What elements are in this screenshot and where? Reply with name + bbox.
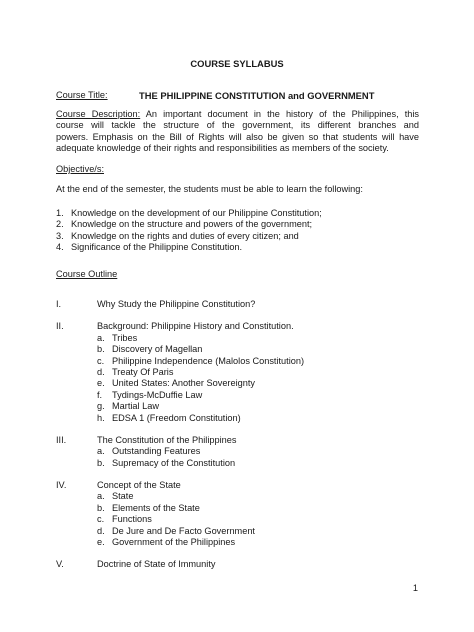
outline-subitem-letter: a. [97,446,105,457]
description-line-3: powers. Emphasis on the Bill of Rights will also be given so that students will have [56,131,419,142]
outline-subitem [56,491,304,502]
outline-section-title: Doctrine of State of Immunity [97,559,216,570]
outline-subitem-text: State [112,491,134,502]
outline-section-heading [56,435,304,446]
outline-section-title: The Constitution of the Philippines [97,434,237,445]
outline-subitem-letter: e. [97,378,105,389]
outline-subitem-text: De Jure and De Facto Government [112,525,255,536]
objective-text: Knowledge on the development of our Philippine Constitution; [71,208,322,218]
outline-subitem-text: Treaty Of Paris [112,366,174,377]
course-title-value: THE PHILIPPINE CONSTITUTION and GOVERNMENT [139,90,375,101]
objective-number: 3. [56,230,64,241]
outline-subitem-text: Tydings-McDuffie Law [112,389,203,400]
outline-section-title: Concept of the State [97,480,181,491]
outline-subitem-letter: e. [97,537,105,548]
outline-subitem [56,514,304,525]
outline-subitem-text: Discovery of Magellan [112,344,203,355]
objective-text: Knowledge on the rights and duties of every citizen; and [71,230,299,241]
outline-subitem [56,526,304,537]
outline-section [56,321,304,424]
outline-subitem [56,503,304,514]
outline-section-heading [56,299,304,310]
objective-number: 4. [56,242,64,253]
outline-subitem-letter: b. [97,502,105,513]
outline-subitem-letter: b. [97,344,105,355]
objective-item [56,219,322,230]
outline-subitem [56,333,304,344]
outline-subitem-text: Martial Law [112,401,159,412]
outline-section-heading [56,480,304,491]
outline-subitem [56,537,304,548]
outline-section-title: Background: Philippine History and Constitution. [97,321,294,332]
objective-item [56,208,322,219]
roman-numeral: III. [56,434,67,445]
outline-subitem [56,390,304,401]
description-line-1: Course Description: An important document in the history of the Philippines, this [56,109,420,119]
outline-subitem-letter: d. [97,366,105,377]
outline-subitem-letter: f. [97,389,103,400]
outline-section-heading [56,321,304,332]
course-title-label: Course Title: [56,90,108,100]
outline-section [56,299,304,310]
outline-subitem-text: EDSA 1 (Freedom Constitution) [112,412,241,423]
roman-numeral: I. [56,299,62,309]
outline-subitem-letter: a. [97,332,105,343]
outline-subitem-letter: a. [97,491,105,502]
objective-text: Knowledge on the structure and powers of the government; [71,219,313,230]
outline-subitem-text: United States: Another Sovereignty [112,378,256,389]
outline-section-heading [56,559,304,570]
page-number: 1 [412,583,418,593]
outline-subitem-text: Supremacy of the Constitution [112,457,236,468]
outline-section-title: Why Study the Philippine Constitution? [97,299,256,309]
objectives-intro: At the end of the semester, the students must be able to learn the following: [56,184,363,194]
outline-subitem [56,446,304,457]
objectives-heading: Objective/s: [56,164,104,174]
outline-subitem-letter: b. [97,457,105,468]
outline-subitem-letter: d. [97,525,105,536]
outline-subitem [56,344,304,355]
outline-subitem-text: Functions [112,514,152,525]
objective-item [56,231,322,242]
course-outline-heading: Course Outline [56,269,118,279]
outline-subitem-letter: g. [97,401,105,412]
roman-numeral: V. [56,559,64,570]
objective-number: 2. [56,219,64,230]
outline-subitem [56,458,304,469]
course-description-label: Course Description: [56,109,141,119]
outline-subitem [56,401,304,412]
description-line-4: adequate knowledge of their rights and responsibilities as members of the society. [56,143,389,154]
outline-section [56,559,304,570]
roman-numeral: IV. [56,480,67,491]
outline-subitem-letter: c. [97,355,105,366]
course-description [56,109,419,155]
description-line-2: course will tackle the structure of the government, its different branches and [56,120,419,131]
outline-subitem-text: Government of the Philippines [112,537,236,548]
outline-subitem [56,413,304,424]
outline-section [56,480,304,548]
outline-subitem-letter: h. [97,412,105,423]
outline-subitem-text: Philippine Independence (Malolos Constitution) [112,355,305,366]
outline-subitem-letter: c. [97,514,105,525]
outline-subitem-text: Outstanding Features [112,446,201,457]
outline-subitem-text: Tribes [112,332,138,343]
objectives-list [56,208,322,254]
outline-subitem [56,378,304,389]
outline-subitem [56,356,304,367]
roman-numeral: II. [56,321,64,332]
objective-number: 1. [56,208,64,218]
outline-section [56,435,304,469]
document-title: COURSE SYLLABUS [190,58,284,69]
objective-item [56,242,322,253]
outline-subitem [56,367,304,378]
course-outline-list [56,299,304,571]
outline-subitem-text: Elements of the State [112,502,200,513]
objective-text: Significance of the Philippine Constitution. [71,242,243,253]
